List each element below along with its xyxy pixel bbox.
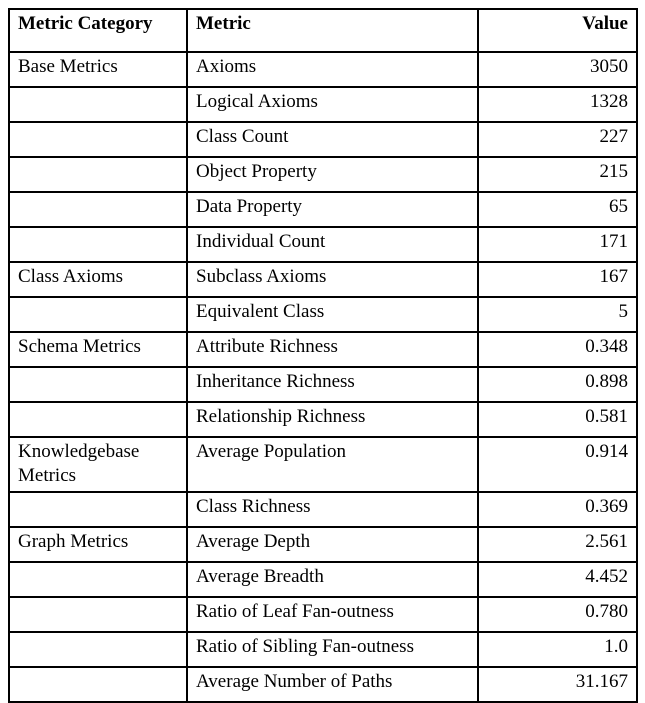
value-cell: 3050 (478, 52, 637, 87)
metric-cell: Inheritance Richness (187, 367, 478, 402)
value-cell: 215 (478, 157, 637, 192)
category-cell (9, 667, 187, 702)
table-row (9, 52, 637, 87)
metric-cell: Ratio of Leaf Fan-outness (187, 597, 478, 632)
category-cell (9, 562, 187, 597)
table-row (9, 157, 637, 192)
table-row (9, 437, 637, 492)
header-metric-category: Metric Category (9, 9, 187, 52)
category-cell (9, 632, 187, 667)
table-row (9, 367, 637, 402)
value-cell: 5 (478, 297, 637, 332)
metric-cell: Average Population (187, 437, 478, 492)
value-cell: 65 (478, 192, 637, 227)
category-cell (9, 87, 187, 122)
metric-cell: Attribute Richness (187, 332, 478, 367)
metric-cell: Average Depth (187, 527, 478, 562)
category-cell (9, 122, 187, 157)
category-cell (9, 227, 187, 262)
value-cell: 0.581 (478, 402, 637, 437)
category-cell (9, 297, 187, 332)
metric-cell: Class Richness (187, 492, 478, 527)
metric-cell: Data Property (187, 192, 478, 227)
value-cell: 0.898 (478, 367, 637, 402)
category-cell: Knowledgebase Metrics (9, 437, 187, 492)
metric-cell: Class Count (187, 122, 478, 157)
category-cell (9, 157, 187, 192)
category-cell: Graph Metrics (9, 527, 187, 562)
value-cell: 167 (478, 262, 637, 297)
category-cell (9, 492, 187, 527)
category-cell (9, 192, 187, 227)
metric-cell: Equivalent Class (187, 297, 478, 332)
table-row (9, 227, 637, 262)
category-cell (9, 402, 187, 437)
metric-cell: Average Number of Paths (187, 667, 478, 702)
metric-cell: Ratio of Sibling Fan-outness (187, 632, 478, 667)
table-header-row (9, 9, 637, 52)
value-cell: 4.452 (478, 562, 637, 597)
table-row (9, 597, 637, 632)
value-cell: 1.0 (478, 632, 637, 667)
table-row (9, 527, 637, 562)
table-row (9, 87, 637, 122)
metrics-table (8, 8, 638, 703)
metric-cell: Individual Count (187, 227, 478, 262)
category-cell: Base Metrics (9, 52, 187, 87)
table-row (9, 632, 637, 667)
table-row (9, 192, 637, 227)
value-cell: 171 (478, 227, 637, 262)
value-cell: 227 (478, 122, 637, 157)
table-row (9, 262, 637, 297)
category-cell: Class Axioms (9, 262, 187, 297)
metric-cell: Logical Axioms (187, 87, 478, 122)
table-row (9, 332, 637, 367)
category-cell (9, 597, 187, 632)
value-cell: 0.780 (478, 597, 637, 632)
value-cell: 2.561 (478, 527, 637, 562)
metric-cell: Axioms (187, 52, 478, 87)
table-row (9, 562, 637, 597)
value-cell: 31.167 (478, 667, 637, 702)
category-cell: Schema Metrics (9, 332, 187, 367)
table-row (9, 122, 637, 157)
table-row (9, 667, 637, 702)
value-cell: 0.369 (478, 492, 637, 527)
metric-cell: Average Breadth (187, 562, 478, 597)
table-row (9, 492, 637, 527)
table-row (9, 297, 637, 332)
metric-cell: Object Property (187, 157, 478, 192)
category-cell (9, 367, 187, 402)
header-value: Value (478, 9, 637, 52)
value-cell: 1328 (478, 87, 637, 122)
value-cell: 0.914 (478, 437, 637, 492)
value-cell: 0.348 (478, 332, 637, 367)
header-metric: Metric (187, 9, 478, 52)
metric-cell: Subclass Axioms (187, 262, 478, 297)
table-row (9, 402, 637, 437)
metric-cell: Relationship Richness (187, 402, 478, 437)
